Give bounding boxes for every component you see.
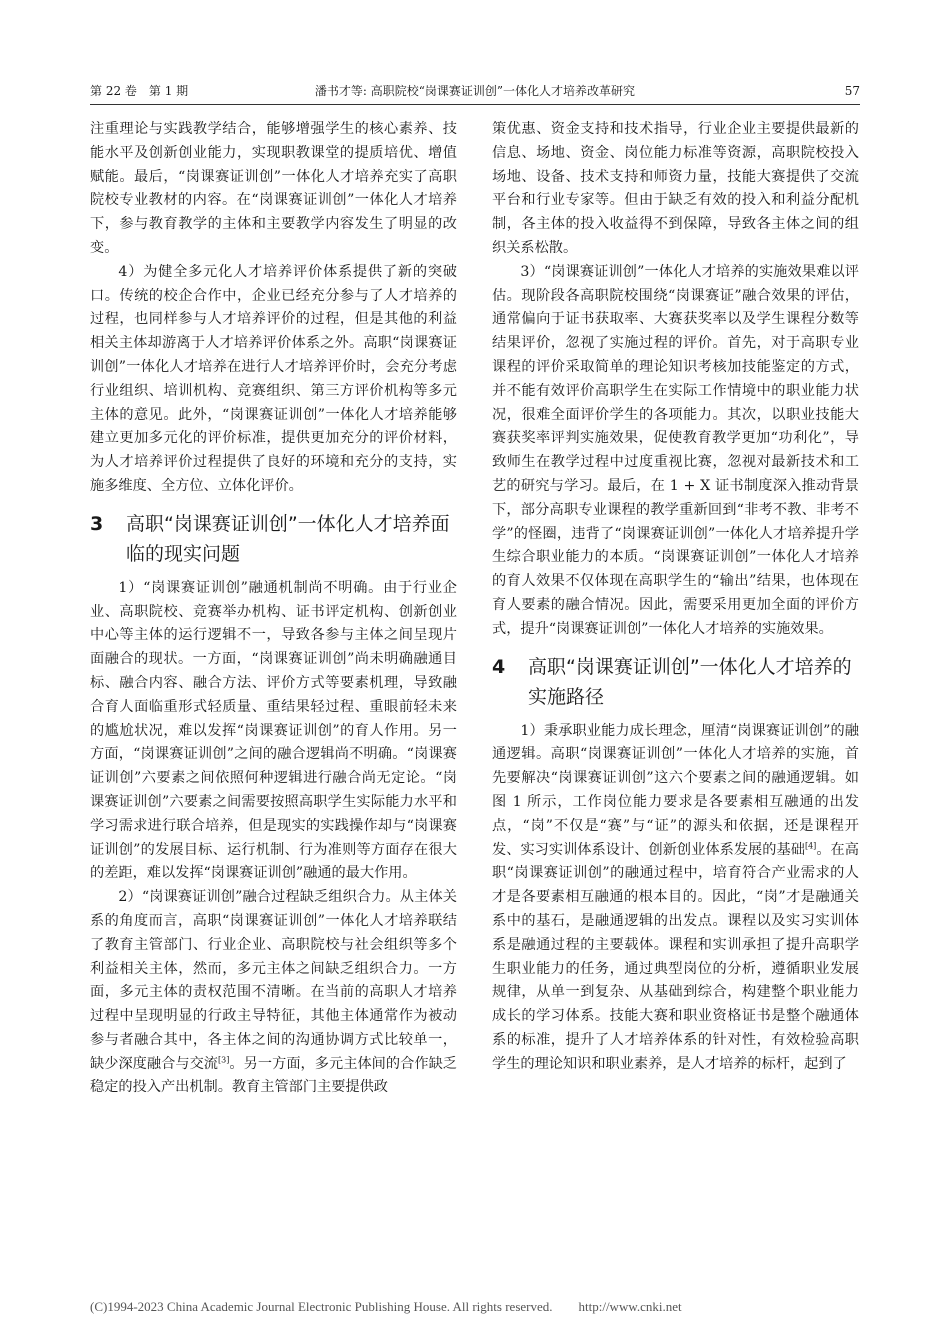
page-header [90,80,860,102]
right-column [492,118,859,1076]
paragraph-path-1 [492,720,859,1077]
paragraph-text: 。另一方面，多元主体间的合作缺乏稳定的投入产出机制。教育主管部门主要提供政 [90,1055,457,1096]
section-title: 高职“岗课赛证训创”一体化人才培养的实施路径 [528,655,852,708]
section-number: 4 [492,655,506,678]
running-title: 潘书才等: 高职院校“岗课赛证训创”一体化人才培养改革研究 [314,84,636,98]
paragraph-problem-3: 3）“岗课赛证训创”一体化人才培养的实施效果难以评估。现阶段各高职院校围绕“岗课赛证”融合效果的评估，通常偏向于证书获取率、大赛获奖率以及学生课程分数等结果评价，忽视了实施过程的评价。首先，对于高职专业课程的评价采取简单的理论知识考核加技能鉴定的方式，并不能有效评价高职学生在实际工作情境中的职业能力状况，很难全面评价学生的各项能力。其次，以职业技能大赛获奖率评判实施效果，促使教育教学更加“功利化”，导致师生在教学过程中过度重视比赛，忽视对最新技术和工艺的研究与学习。最后，在 1 + X 证书制度深入推动背景下，部分高职专业课程的教学重新回到“非考不教、非考不学”的怪圈，违背了“岗课赛证训创”一体化人才培养提升学生综合职业能力的本质。“岗课赛证训创”一体化人才培养的育人效果不仅体现在高职学生的“输出”结果，也体现在育人要素的融合情况。因此，需要采用更加全面的评价方式，提升“岗课赛证训创”一体化人才培养的实施效果。 [492,263,859,637]
page-number: 57 [844,84,860,98]
paragraph-problem-2 [90,886,457,1100]
paragraph-problem-1: 1）“岗课赛证训创”融通机制尚不明确。由于行业企业、高职院校、竞赛举办机构、证书评定机构、创新创业中心等主体的运行逻辑不一，导致各参与主体之间呈现片面融合的现状。一方面，“岗课赛证训创”尚未明确融通目标、融合内容、融合方法、评价方式等要素机理，导致融合育人面临重形式轻质量、重结果轻过程、重眼前轻未来的尴尬状况，难以发挥“岗课赛证训创”的育人作用。另一方面，“岗课赛证训创”之间的融合逻辑尚不明确。“岗课赛证训创”六要素之间依照何种逻辑进行融合尚无定论。“岗课赛证训创”六要素之间需要按照高职学生实际能力水平和学习需求进行联合培养，但是现实的实践操作却与“岗课赛证训创”的发展目标、运行机制、行为准则等方面存在很大的差距，难以发挥“岗课赛证训创”融通的最大作用。 [90,579,457,882]
section-4-heading [492,652,859,712]
citation-4: [4] [804,840,817,850]
volume-issue: 第 22 卷 第 1 期 [90,84,189,98]
left-column [90,118,457,1100]
paragraph-continued: 注重理论与实践教学结合，能够增强学生的核心素养、技能水平及创新创业能力，实现职教课堂的提质培优、增值赋能。最后，“岗课赛证训创”一体化人才培养充实了高职院校专业教材的内容。在“岗课赛证训创”一体化人才培养下，参与教育教学的主体和主要教学内容发生了明显的改变。 [90,121,457,256]
paragraph-text: 1）秉承职业能力成长理念，厘清“岗课赛证训创”的融通逻辑。高职“岗课赛证训创”一体化人才培养的实施，首先要解决“岗课赛证训创”这六个要素之间的融通逻辑。如图 1 所示，工作岗位能力要求是各要素相互融通的出发点，“岗”不仅是“赛”与“证”的源头和依据，还是课程开发、实习实训体系设计、创新创业体系发展的基础 [492,722,859,858]
citation-3: [3] [218,1054,230,1064]
section-title: 高职“岗课赛证训创”一体化人才培养面临的现实问题 [126,512,450,565]
paragraph-continued: 策优惠、资金支持和技术指导，行业企业主要提供最新的信息、场地、资金、岗位能力标准等资源，高职院校投入场地、设备、技术支持和师资力量，技能大赛提供了交流平台和行业专家等。但由于缺乏有效的投入和利益分配机制，各主体的投入收益得不到保障，导致各主体之间的组织关系松散。 [492,121,859,256]
paragraph-text: 。在高职“岗课赛证训创”的融通过程中，培育符合产业需求的人才是各要素相互融通的根本目的。因此，“岗”才是融通关系中的基石，是融通逻辑的出发点。课程以及实习实训体系是融通过程的主要载体。课程和实训承担了提升高职学生职业能力的任务，通过典型岗位的分析，遵循职业发展规律，从单一到复杂、从基础到综合，构建整个职业能力成长的学习体系。技能大赛和职业资格证书是整个融通体系的标准，提升了人才培养体系的针对性，有效检验高职学生的理论知识和职业素养，是人才培养的标杆，起到了 [492,841,859,1072]
header-rule [90,104,860,105]
section-number: 3 [90,512,104,535]
paragraph-point-4: 4）为健全多元化人才培养评价体系提供了新的突破口。传统的校企合作中，企业已经充分参与了人才培养的过程，也同样参与人才培养评价的过程，但是其他的利益相关主体却游离于人才培养评价体系之外。高职“岗课赛证训创”一体化人才培养在进行人才培养评价时，会充分考虑行业组织、培训机构、竞赛组织、第三方评价机构等多元主体的意见。此外，“岗课赛证训创”一体化人才培养能够建立更加多元化的评价标准，提供更加充分的评价材料，为人才培养评价过程提供了良好的环境和充分的支持，实施多维度、全方位、立体化评价。 [90,263,457,494]
section-3-heading [90,509,457,569]
copyright-footer: (C)1994-2023 China Academic Journal Electronic Publishing House. All rights reserved. http://www.cnki.net [90,1299,682,1314]
paragraph-text: 2）“岗课赛证训创”融合过程缺乏组织合力。从主体关系的角度而言，高职“岗课赛证训创”一体化人才培养联结了教育主管部门、行业企业、高职院校与社会组织等多个利益相关主体，然而，多元主体之间缺乏组织合力。一方面，多元主体的责权范围不清晰。在当前的高职人才培养过程中呈现明显的行政主导特征，其他主体通常作为被动参与者融合其中，各主体之间的沟通协调方式比较单一，缺少深度融合与交流 [90,889,457,1072]
